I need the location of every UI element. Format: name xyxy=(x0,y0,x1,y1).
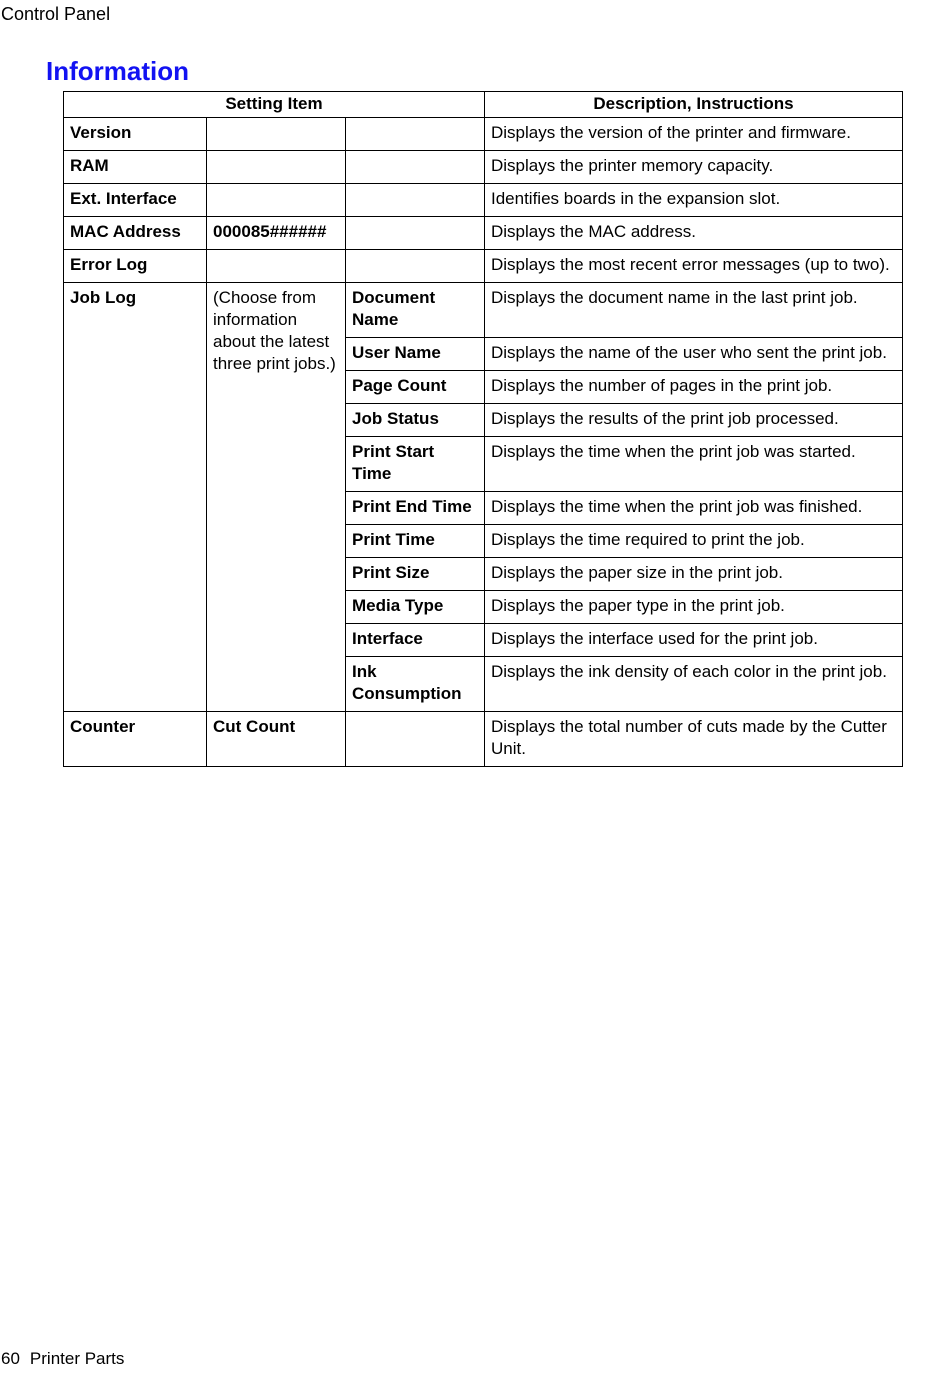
empty-cell xyxy=(207,118,346,151)
table-row-ram xyxy=(64,151,903,184)
table-row-counter xyxy=(64,712,903,767)
table-row-version xyxy=(64,118,903,151)
description-cell: Displays the time when the print job was started. xyxy=(485,437,903,492)
job-log-entry-name: Media Type xyxy=(346,591,485,624)
description-cell: Displays the ink density of each color in the print job. xyxy=(485,657,903,712)
empty-cell xyxy=(346,151,485,184)
empty-cell xyxy=(346,118,485,151)
description-cell: Displays the document name in the last print job. xyxy=(485,283,903,338)
description-cell: Displays the version of the printer and firmware. xyxy=(485,118,903,151)
description-cell: Identifies boards in the expansion slot. xyxy=(485,184,903,217)
page-footer xyxy=(1,1349,124,1369)
table-row-ext-interface xyxy=(64,184,903,217)
job-log-entry-name: Document Name xyxy=(346,283,485,338)
empty-cell xyxy=(207,151,346,184)
job-log-entry-name: User Name xyxy=(346,338,485,371)
description-cell: Displays the most recent error messages (up to two). xyxy=(485,250,903,283)
job-log-entry-name: Print Start Time xyxy=(346,437,485,492)
description-cell: Displays the paper type in the print job. xyxy=(485,591,903,624)
setting-item: Error Log xyxy=(64,250,207,283)
description-cell: Displays the results of the print job processed. xyxy=(485,404,903,437)
footer-section-name: Printer Parts xyxy=(29,1349,125,1368)
section-title: Information xyxy=(46,56,189,86)
setting-item: Job Log xyxy=(64,283,207,712)
page-number: 60 xyxy=(1,1349,20,1368)
description-cell: Displays the number of pages in the print job. xyxy=(485,371,903,404)
setting-item: RAM xyxy=(64,151,207,184)
description-cell: Displays the name of the user who sent the print job. xyxy=(485,338,903,371)
job-log-entry-name: Ink Consumption xyxy=(346,657,485,712)
description-cell: Displays the MAC address. xyxy=(485,217,903,250)
setting-item: Counter xyxy=(64,712,207,767)
job-log-entry-name: Print Time xyxy=(346,525,485,558)
setting-item: Version xyxy=(64,118,207,151)
description-header: Description, Instructions xyxy=(485,92,903,118)
job-log-entry-name: Page Count xyxy=(346,371,485,404)
information-table xyxy=(63,91,903,767)
setting-item-header: Setting Item xyxy=(64,92,485,118)
empty-cell xyxy=(207,184,346,217)
table-row-mac-address xyxy=(64,217,903,250)
description-cell: Displays the paper size in the print job. xyxy=(485,558,903,591)
setting-item: MAC Address xyxy=(64,217,207,250)
job-log-entry-name: Job Status xyxy=(346,404,485,437)
empty-cell xyxy=(207,250,346,283)
mac-address-value: 000085###### xyxy=(207,217,346,250)
job-log-entry-name: Print End Time xyxy=(346,492,485,525)
job-log-entry-name: Interface xyxy=(346,624,485,657)
description-cell: Displays the total number of cuts made by the Cutter Unit. xyxy=(485,712,903,767)
description-cell: Displays the interface used for the print job. xyxy=(485,624,903,657)
job-log-entry-name: Print Size xyxy=(346,558,485,591)
description-cell: Displays the printer memory capacity. xyxy=(485,151,903,184)
empty-cell xyxy=(346,184,485,217)
counter-sub-item: Cut Count xyxy=(207,712,346,767)
empty-cell xyxy=(346,250,485,283)
table-row-job-log xyxy=(64,283,903,338)
description-cell: Displays the time when the print job was finished. xyxy=(485,492,903,525)
empty-cell xyxy=(346,217,485,250)
description-cell: Displays the time required to print the job. xyxy=(485,525,903,558)
table-header-row xyxy=(64,92,903,118)
empty-cell xyxy=(346,712,485,767)
table-row-error-log xyxy=(64,250,903,283)
job-log-note: (Choose from information about the latest three print jobs.) xyxy=(207,283,346,712)
setting-item: Ext. Interface xyxy=(64,184,207,217)
running-header: Control Panel xyxy=(1,4,111,24)
